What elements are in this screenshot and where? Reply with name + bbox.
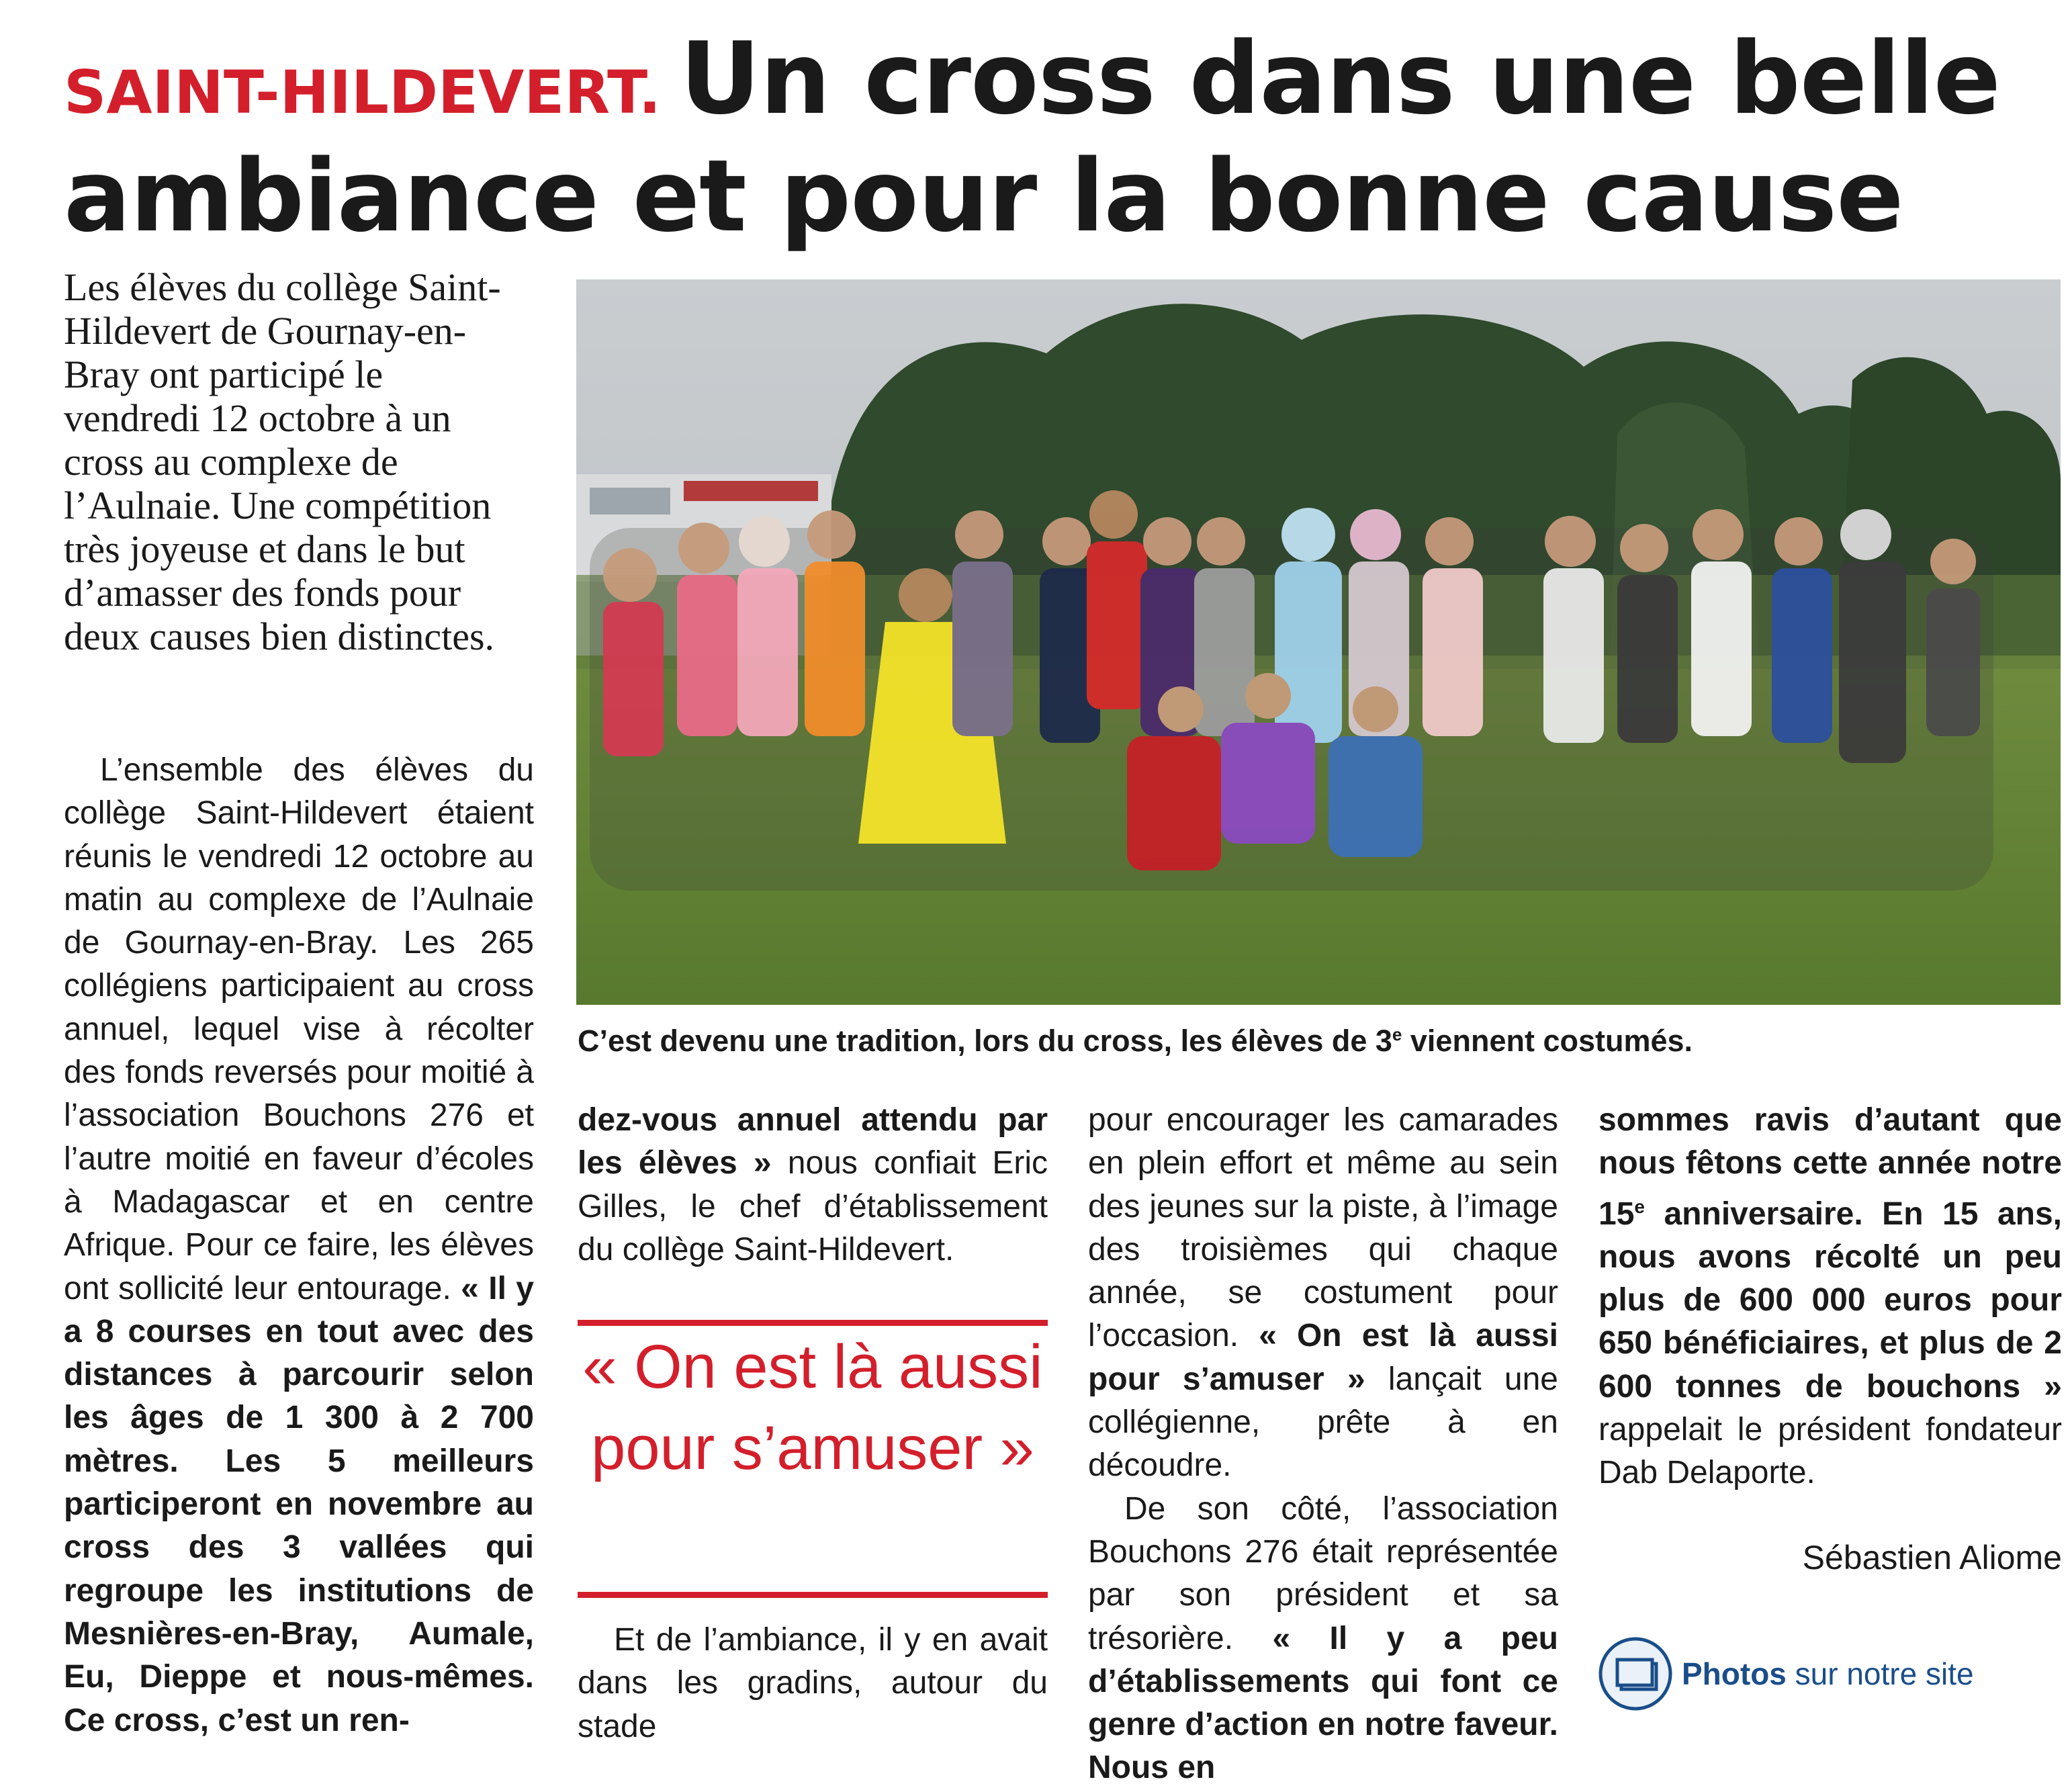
photos-link[interactable] bbox=[1598, 1637, 1974, 1711]
pull-quote: « On est là aussi pour s’amuser » bbox=[582, 1333, 1043, 1482]
body-column-2 bbox=[578, 1099, 1048, 1271]
body-text: rappelait le président fondateur Dab Delaporte. bbox=[1598, 1412, 2062, 1491]
pull-quote-rule-bottom bbox=[578, 1592, 1048, 1598]
headline-title: Un cross dans une belle ambiance et pour la bonne cause bbox=[64, 21, 2000, 254]
photos-link-label[interactable]: Photos sur notre site bbox=[1682, 1656, 1974, 1691]
body-column-4 bbox=[1598, 1099, 2062, 1495]
body-quote: « Il y a peu d’établissements qui font ce genre d’action en notre faveur. Nous en bbox=[1088, 1620, 1559, 1786]
photo-gallery-icon bbox=[1598, 1637, 1672, 1711]
body-column-1 bbox=[64, 749, 534, 1742]
body-quote: « On est là aussi pour s’amuser » bbox=[1088, 1318, 1558, 1397]
body-column-2-continued bbox=[578, 1619, 1048, 1748]
body-text: L’ensemble des élèves du collège Saint-Hildevert étaient réunis le vendredi 12 octobre au matin au complexe de l’Aulnaie de Gournay-en-Bray. Les 265 collégiens participaient au cross annuel, lequel vise à récolter des fonds reversés pour moitié à l’association Bouchons 276 et l’autre moitié en faveur d’écoles à Madagascar et en centre Afrique. Pour ce faire, les élèves ont sollicité leur entourage. bbox=[64, 752, 534, 1306]
group-photo bbox=[576, 279, 2061, 1005]
photo-caption: C’est devenu une tradition, lors du cross, les élèves de 3e viennent costumés. bbox=[578, 1024, 1693, 1058]
body-text: pour encourager les camarades en plein effort et même au sein des jeunes sur la piste, à l’image des troisièmes qui chaque année, se costument pour l’occasion. bbox=[1088, 1102, 1558, 1354]
body-column-3 bbox=[1088, 1099, 1558, 1790]
body-quote: « Il y a 8 courses en tout avec des distances à parcourir selon les âges de 1 300 à 2 700 mètres. Les 5 meilleurs participeront en novembre au cross des 3 vallées qui regroupe les institutions de Mesnières-en-Bray, Aumale, Eu, Dieppe et nous-mêmes. Ce cross, c’est un ren- bbox=[64, 1270, 534, 1738]
author-signature: Sébastien Aliome bbox=[1802, 1539, 2062, 1576]
body-text: nous confiait Eric Gilles, le chef d’établissement du collège Saint-Hildevert. bbox=[578, 1145, 1048, 1267]
body-quote: sommes ravis d’autant que nous fêtons cette année notre 15e anniversaire. En 15 ans, nous avons récolté un peu plus de 600 000 euros pour 650 bénéficiaires, et plus de 2 600 tonnes de bouchons » bbox=[1598, 1102, 2062, 1404]
headline bbox=[64, 21, 2012, 254]
lede: Les élèves du collège Saint-Hildevert de Gournay-en-Bray ont participé le vendredi 12 octobre à un cross au complexe de l’Aulnaie. Une compétition très joyeuse et dans le but d’amasser des fonds pour deux causes bien distinctes. bbox=[64, 265, 501, 658]
body-text: lançait une collégienne, prête à en découdre. bbox=[1088, 1361, 1558, 1484]
headline-kicker: SAINT-HILDEVERT. bbox=[64, 58, 662, 127]
body-text: Et de l’ambiance, il y en avait dans les gradins, autour du stade bbox=[578, 1622, 1048, 1744]
pull-quote-rule-top bbox=[578, 1320, 1048, 1326]
body-quote: dez-vous annuel attendu par les élèves » bbox=[578, 1102, 1048, 1181]
body-text: De son côté, l’association Bouchons 276 était représentée par son président et sa trésorière. bbox=[1088, 1490, 1558, 1656]
